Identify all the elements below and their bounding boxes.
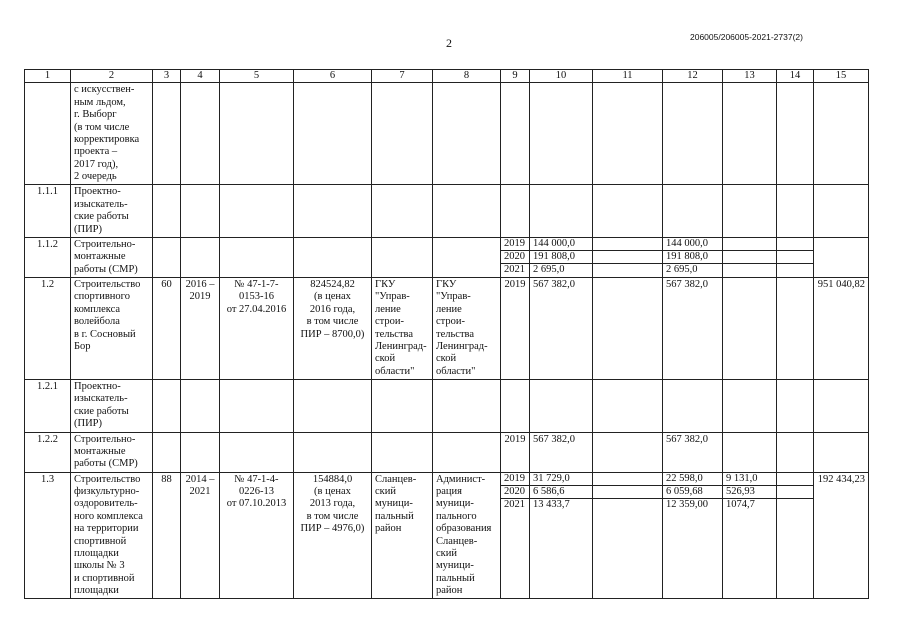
column-header: 10 xyxy=(530,70,593,83)
amount: 31 729,0 xyxy=(530,473,592,486)
object-name: Строительно- монтажные работы (СМР) xyxy=(71,237,153,277)
amount: 2 695,0 xyxy=(533,263,565,275)
amount: 191 808,0 xyxy=(530,251,592,264)
object-name: Строительство физкультурно- оздоровитель- ного комплекса на территории спортивной площадки школы № 3 и спортивной площадки xyxy=(71,472,153,599)
column-header: 8 xyxy=(433,70,501,83)
amount-cell xyxy=(663,472,723,599)
amount-cell xyxy=(663,237,723,277)
column-header: 2 xyxy=(71,70,153,83)
year: 2020 xyxy=(501,486,529,499)
column-header: 13 xyxy=(723,70,777,83)
table-row xyxy=(25,278,869,380)
object-name: Проектно- изыскатель- ские работы (ПИР) xyxy=(71,380,153,433)
developer: ГКУ "Управ- ление строи- тельства Ленинград- ской области" xyxy=(433,278,501,380)
amount: 567 382,0 xyxy=(530,278,593,380)
period: 2014 – 2021 xyxy=(181,472,220,599)
year: 2019 xyxy=(501,432,530,472)
amount: 2 695,0 xyxy=(666,263,698,275)
page-number: 2 xyxy=(446,36,452,50)
customer: Сланцев- ский муници- пальный район xyxy=(372,472,433,599)
column-header-row xyxy=(25,70,869,83)
amount: 6 059,68 xyxy=(663,486,722,499)
column-header: 9 xyxy=(501,70,530,83)
expertise-number: № 47-1-7- 0153-16 от 27.04.2016 xyxy=(220,278,294,380)
amount: 9 131,0 xyxy=(723,473,776,486)
column-header: 7 xyxy=(372,70,433,83)
row-number: 1.2.1 xyxy=(25,380,71,433)
year-cell xyxy=(501,237,530,277)
amount: 567 382,0 xyxy=(530,432,593,472)
expertise-number: № 47-1-4- 0226-13 от 07.10.2013 xyxy=(220,472,294,599)
amount: 144 000,0 xyxy=(663,238,722,251)
row-number: 1.1.1 xyxy=(25,185,71,238)
column-header: 3 xyxy=(153,70,181,83)
column-header: 6 xyxy=(294,70,372,83)
year: 2021 xyxy=(504,498,525,510)
row-number: 1.1.2 xyxy=(25,237,71,277)
year: 2021 xyxy=(504,263,525,275)
year: 2019 xyxy=(501,238,529,251)
amount: 12 359,00 xyxy=(666,498,708,510)
column-header: 11 xyxy=(593,70,663,83)
column-header: 5 xyxy=(220,70,294,83)
estimated-cost: 824524,82 (в ценах 2016 года, в том числе ПИР – 8700,0) xyxy=(294,278,372,380)
column-header: 1 xyxy=(25,70,71,83)
table-row xyxy=(25,237,869,277)
amount-cell xyxy=(530,237,593,277)
object-name: Строительно- монтажные работы (СМР) xyxy=(71,432,153,472)
year-cell xyxy=(501,472,530,599)
capacity: 60 xyxy=(153,278,181,380)
period: 2016 – 2019 xyxy=(181,278,220,380)
row-number: 1.3 xyxy=(25,472,71,599)
amount: 191 808,0 xyxy=(663,251,722,264)
object-name: с искусствен- ным льдом, г. Выборг (в том числе корректировка проекта – 2017 год), 2 очередь xyxy=(71,83,153,185)
row-number: 1.2 xyxy=(25,278,71,380)
amount: 22 598,0 xyxy=(663,473,722,486)
year: 2019 xyxy=(501,278,530,380)
amount: 526,93 xyxy=(723,486,776,499)
column-header: 14 xyxy=(777,70,814,83)
amount: 13 433,7 xyxy=(533,498,570,510)
document-id: 206005/206005-2021-2737(2) xyxy=(690,32,803,42)
table-row xyxy=(25,380,869,433)
amount: 144 000,0 xyxy=(530,238,592,251)
estimated-cost: 154884,0 (в ценах 2013 года, в том числе ПИР – 4976,0) xyxy=(294,472,372,599)
customer: ГКУ "Управ- ление строи- тельства Ленинград- ской области" xyxy=(372,278,433,380)
object-name: Строительство спортивного комплекса волейбола в г. Сосновый Бор xyxy=(71,278,153,380)
table-row xyxy=(25,432,869,472)
amount: 567 382,0 xyxy=(663,278,723,380)
amount: 567 382,0 xyxy=(663,432,723,472)
capacity: 88 xyxy=(153,472,181,599)
amount-cell xyxy=(723,472,777,599)
column-header: 15 xyxy=(814,70,869,83)
table-row xyxy=(25,83,869,185)
column-header: 12 xyxy=(663,70,723,83)
amount: 1074,7 xyxy=(726,498,755,510)
year: 2019 xyxy=(501,473,529,486)
total-amount: 192 434,23 xyxy=(814,472,869,599)
row-number: 1.2.2 xyxy=(25,432,71,472)
table-row xyxy=(25,472,869,599)
developer: Админист- рация муници- пального образования Сланцев- ский муници- пальный район xyxy=(433,472,501,599)
object-name: Проектно- изыскатель- ские работы (ПИР) xyxy=(71,185,153,238)
budget-table xyxy=(24,69,869,599)
table-row xyxy=(25,185,869,238)
year: 2020 xyxy=(501,251,529,264)
total-amount: 951 040,82 xyxy=(814,278,869,380)
amount: 6 586,6 xyxy=(530,486,592,499)
column-header: 4 xyxy=(181,70,220,83)
amount-cell xyxy=(530,472,593,599)
